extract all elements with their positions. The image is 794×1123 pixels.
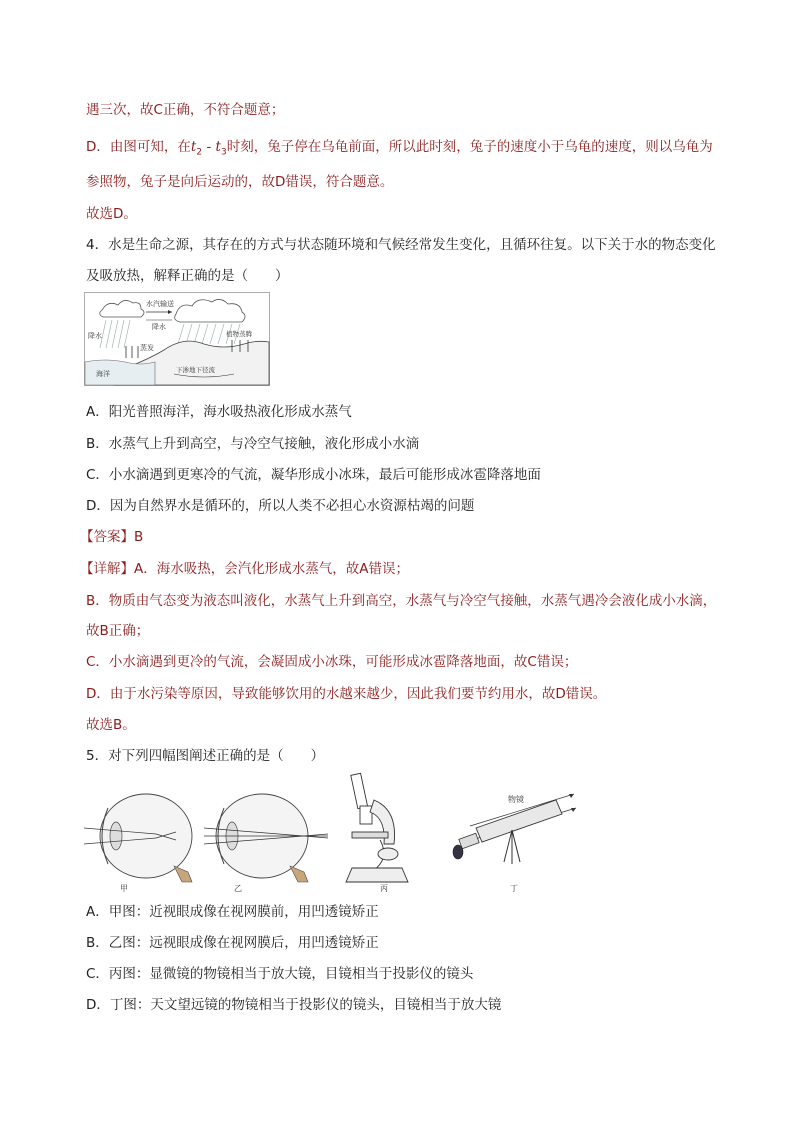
q4-stem-line1: 4．水是生命之源，其存在的方式与状态随环境和气候经常发生变化，且循环往复。以下关于水的物态变化 — [86, 237, 716, 253]
q4-detail-c: C．小水滴遇到更冷的气流，会凝固成小冰珠，可能形成冰雹降落地面，故C错误； — [86, 654, 578, 670]
q5-option-d: D．丁图：天文望远镜的物镜相当于投影仪的镜头，目镜相当于放大镜 — [86, 997, 502, 1013]
q4-pick: 故选B。 — [86, 717, 136, 733]
var-t: t — [215, 139, 221, 155]
q5-option-a: A．甲图：近视眼成像在视网膜前，用凹透镜矫正 — [86, 904, 379, 920]
q4-detail-b2: 故B正确； — [86, 623, 150, 639]
prev-pick: 故选D。 — [86, 206, 137, 222]
prev-d-line2: 参照物，兔子是向后运动的，故D错误，符合题意。 — [86, 174, 394, 190]
caption-jia: 甲 — [120, 884, 128, 893]
caption-yi: 乙 — [234, 884, 242, 893]
prev-d-suffix: 时刻，兔子停在乌龟前面，所以此时刻，兔子的速度小于乌龟的速度，则以乌龟为 — [226, 139, 713, 155]
var-t: t — [190, 139, 197, 155]
prev-d-line — [86, 138, 713, 162]
label-transport: 水汽输送 — [146, 300, 174, 308]
prev-c-line: 遇三次，故C正确，不符合题意； — [86, 102, 285, 118]
optics-figure — [84, 770, 584, 896]
dash: - — [202, 139, 216, 155]
answer-tag: 【答案】 — [80, 529, 134, 545]
telescope-figure — [453, 794, 576, 893]
subscript: 3 — [220, 147, 227, 158]
q4-stem-line2: 及吸放热，解释正确的是（ ） — [86, 268, 289, 284]
caption-ding: 丁 — [510, 884, 518, 893]
eye-observer-icon — [453, 845, 463, 859]
q4-option-d: D．因为自然界水是循环的，所以人类不必担心水资源枯竭的问题 — [86, 498, 475, 514]
detail-tag: 【详解】 — [80, 561, 134, 577]
label-ocean: 海洋 — [96, 370, 110, 378]
label-objective: 物镜 — [508, 795, 524, 804]
q4-option-a: A．阳光普照海洋，海水吸热液化形成水蒸气 — [86, 404, 352, 420]
water-cycle-figure — [84, 292, 270, 386]
microscope-figure — [346, 773, 408, 893]
label-plant: 植物蒸腾 — [226, 330, 252, 338]
label-rain-top: 降水 — [152, 323, 166, 331]
q4-option-c: C．小水滴遇到更寒冷的气流，凝华形成小冰珠，最后可能形成冰雹降落地面 — [86, 467, 541, 483]
q4-option-b: B．水蒸气上升到高空，与冷空气接触，液化形成小水滴 — [86, 436, 420, 452]
detail-a-text: A．海水吸热，会汽化形成水蒸气，故A错误； — [134, 561, 409, 577]
q5-option-c: C．丙图：显微镜的物镜相当于放大镜，目镜相当于投影仪的镜头 — [86, 966, 474, 982]
label-ground: 下渗地下径流 — [176, 366, 215, 374]
eye-jia-figure — [84, 794, 192, 893]
q5-option-b: B．乙图：远视眼成像在视网膜后，用凹透镜矫正 — [86, 935, 379, 951]
label-rain-left: 降水 — [88, 332, 102, 340]
q4-detail-b1: B．物质由气态变为液态叫液化，水蒸气上升到高空，水蒸气与冷空气接触，水蒸气遇冷会液化成小水滴， — [86, 593, 717, 609]
q4-answer — [80, 528, 143, 546]
eye-yi-figure — [204, 794, 328, 893]
answer-value: B — [134, 529, 144, 545]
q4-detail-d: D．由于水污染等原因，导致能够饮用的水越来越少，因此我们要节约用水，故D错误。 — [86, 686, 607, 702]
prev-d-prefix: D．由图可知，在 — [86, 139, 191, 155]
subscript: 2 — [196, 147, 203, 158]
q5-stem: 5．对下列四幅图阐述正确的是（ ） — [86, 748, 325, 764]
caption-bing: 丙 — [380, 884, 388, 893]
q4-detail-a — [80, 560, 409, 578]
label-evap: 蒸发 — [140, 344, 154, 352]
